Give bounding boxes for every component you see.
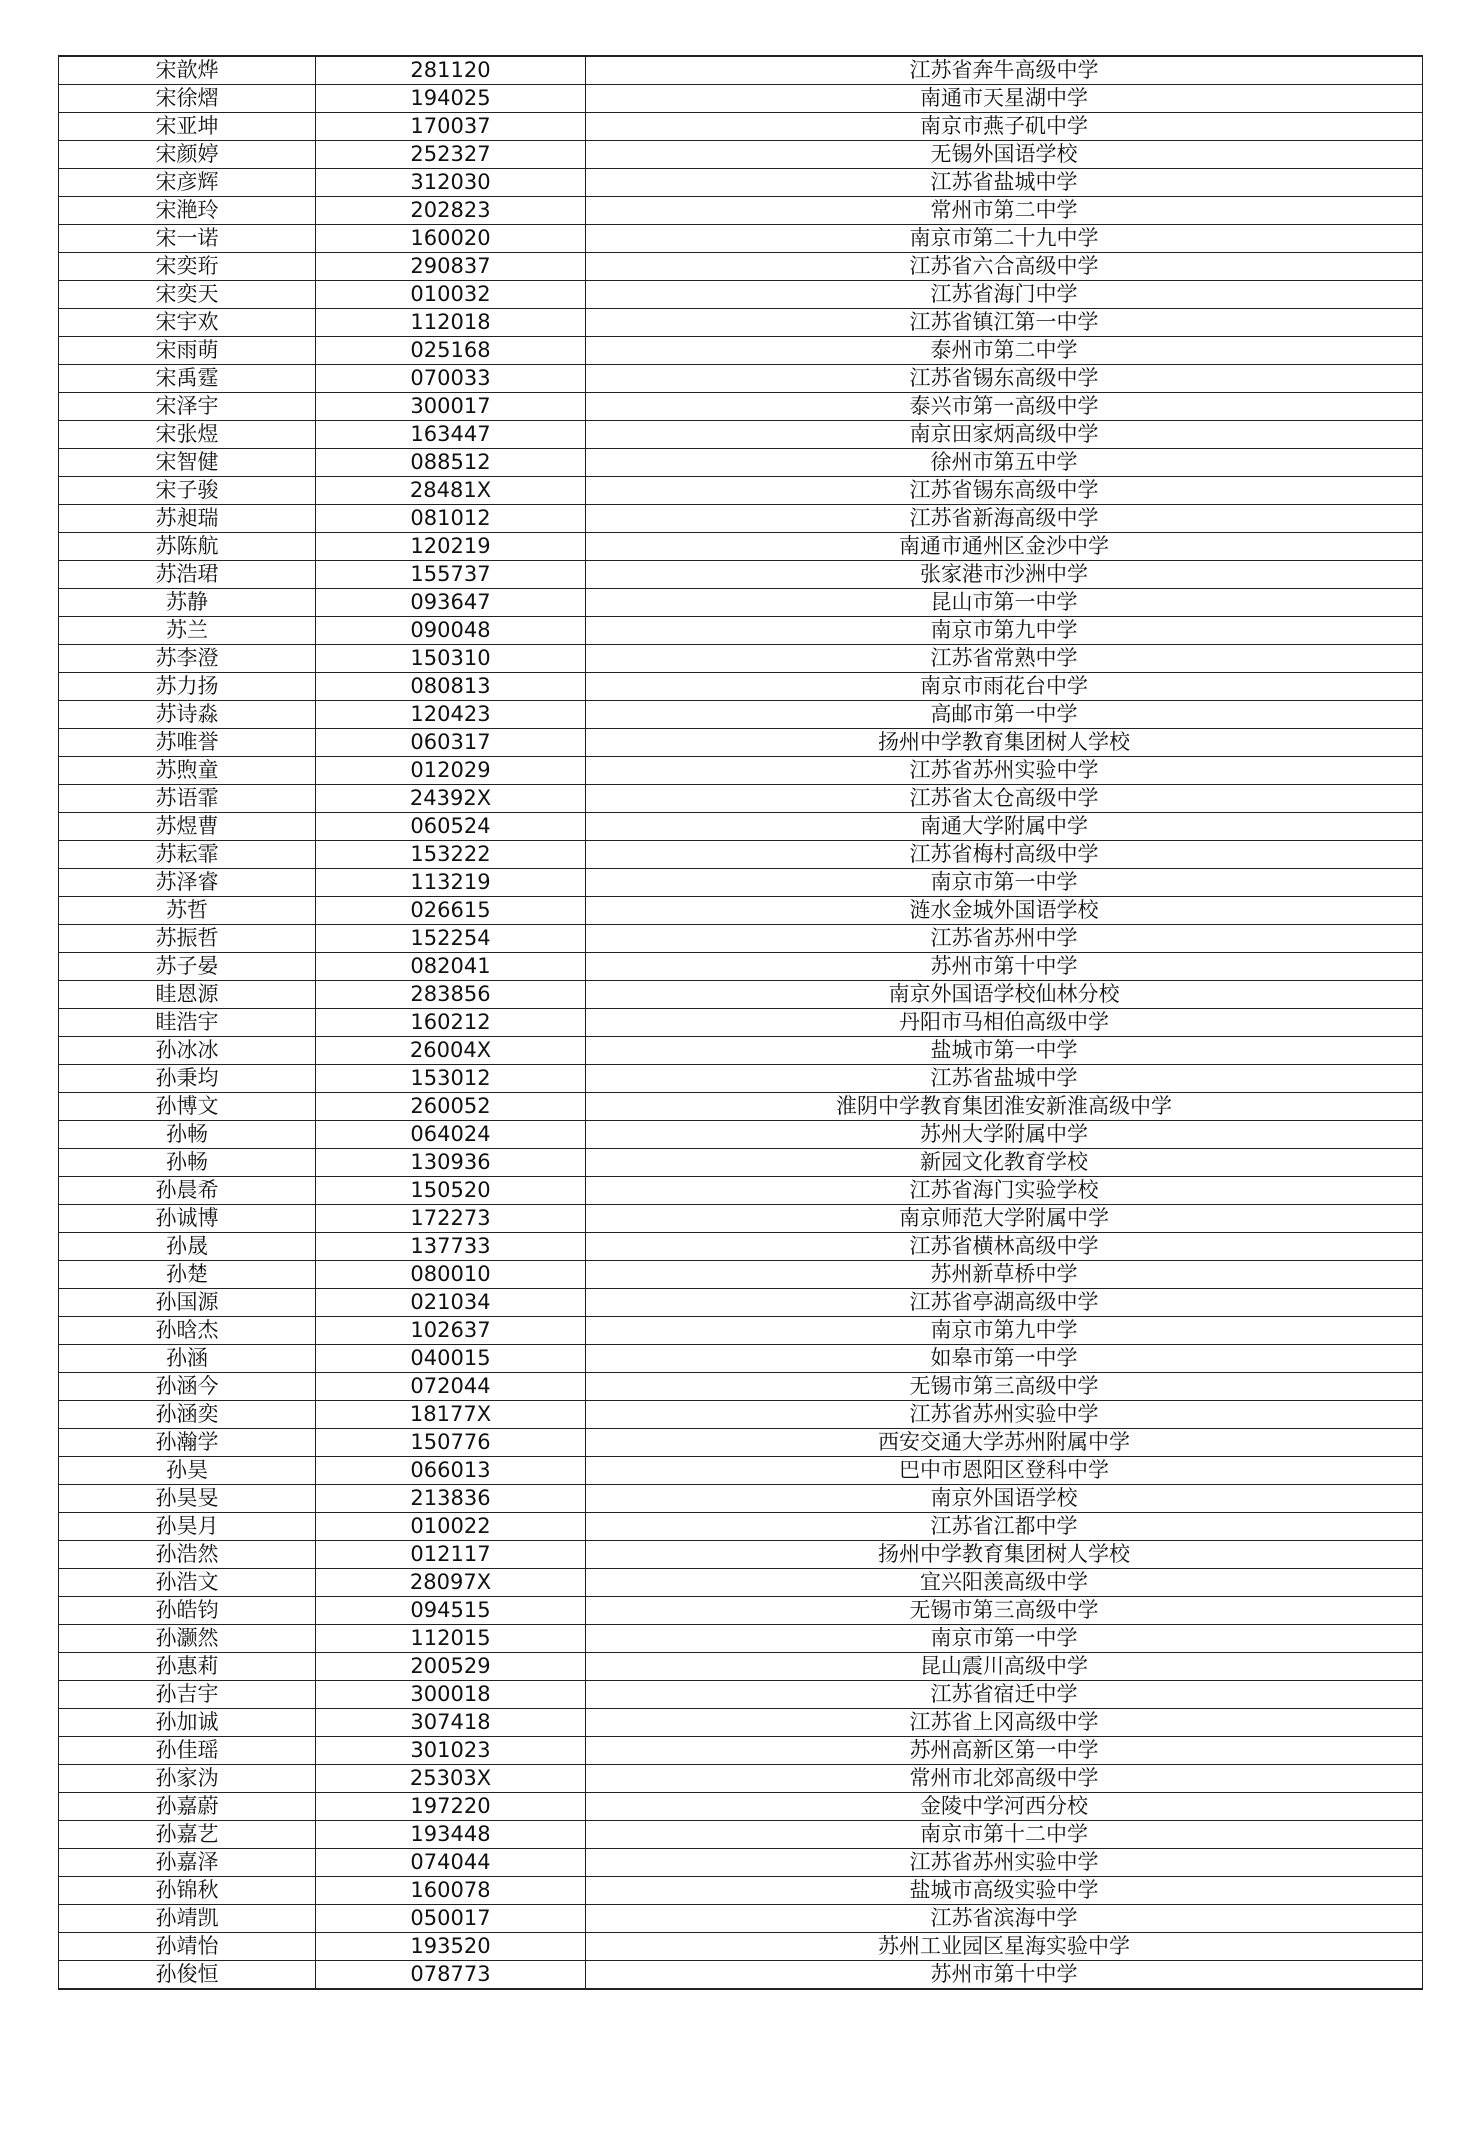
student-name-cell: 眭恩源 <box>59 981 316 1009</box>
school-name-cell: 南通大学附属中学 <box>586 813 1423 841</box>
table-row <box>59 897 1423 925</box>
table-row <box>59 1849 1423 1877</box>
school-name-cell: 苏州高新区第一中学 <box>586 1737 1423 1765</box>
student-id-cell: 260052 <box>316 1093 586 1121</box>
school-name-cell: 南京市第二十九中学 <box>586 225 1423 253</box>
school-name-cell: 江苏省常熟中学 <box>586 645 1423 673</box>
table-row <box>59 925 1423 953</box>
student-name-cell: 宋一诺 <box>59 225 316 253</box>
school-name-cell: 江苏省海门中学 <box>586 281 1423 309</box>
table-row <box>59 1625 1423 1653</box>
table-row <box>59 1457 1423 1485</box>
student-id-cell: 150776 <box>316 1429 586 1457</box>
student-id-cell: 28097X <box>316 1569 586 1597</box>
student-id-cell: 200529 <box>316 1653 586 1681</box>
student-name-cell: 孙俊恒 <box>59 1961 316 1990</box>
student-name-cell: 孙秉均 <box>59 1065 316 1093</box>
student-id-cell: 010032 <box>316 281 586 309</box>
school-name-cell: 无锡市第三高级中学 <box>586 1373 1423 1401</box>
student-name-cell: 宋滟玲 <box>59 197 316 225</box>
student-id-cell: 160078 <box>316 1877 586 1905</box>
student-name-cell: 孙家沩 <box>59 1765 316 1793</box>
student-id-cell: 193448 <box>316 1821 586 1849</box>
table-row <box>59 729 1423 757</box>
student-id-cell: 113219 <box>316 869 586 897</box>
student-id-cell: 088512 <box>316 449 586 477</box>
student-name-cell: 宋奕天 <box>59 281 316 309</box>
table-row <box>59 393 1423 421</box>
school-name-cell: 江苏省新海高级中学 <box>586 505 1423 533</box>
student-name-cell: 苏哲 <box>59 897 316 925</box>
student-name-cell: 苏煜曹 <box>59 813 316 841</box>
student-name-cell: 宋亚坤 <box>59 113 316 141</box>
student-id-cell: 120423 <box>316 701 586 729</box>
table-row <box>59 421 1423 449</box>
student-id-cell: 172273 <box>316 1205 586 1233</box>
student-name-cell: 宋雨萌 <box>59 337 316 365</box>
school-name-cell: 江苏省盐城中学 <box>586 169 1423 197</box>
student-id-cell: 130936 <box>316 1149 586 1177</box>
student-name-cell: 宋张煜 <box>59 421 316 449</box>
student-name-cell: 孙靖凯 <box>59 1905 316 1933</box>
student-id-cell: 213836 <box>316 1485 586 1513</box>
student-name-cell: 孙浩然 <box>59 1541 316 1569</box>
table-row <box>59 1121 1423 1149</box>
table-row <box>59 1317 1423 1345</box>
student-name-cell: 孙涵奕 <box>59 1401 316 1429</box>
student-name-cell: 孙浩文 <box>59 1569 316 1597</box>
student-id-cell: 021034 <box>316 1289 586 1317</box>
student-table-body <box>59 56 1423 1989</box>
table-row <box>59 1765 1423 1793</box>
table-row <box>59 1877 1423 1905</box>
school-name-cell: 南京市雨花台中学 <box>586 673 1423 701</box>
school-name-cell: 江苏省苏州实验中学 <box>586 1849 1423 1877</box>
student-id-cell: 025168 <box>316 337 586 365</box>
table-row <box>59 253 1423 281</box>
table-row <box>59 1961 1423 1990</box>
table-row <box>59 757 1423 785</box>
student-name-cell: 苏耘霏 <box>59 841 316 869</box>
school-name-cell: 常州市第二中学 <box>586 197 1423 225</box>
student-name-cell: 苏语霏 <box>59 785 316 813</box>
table-row <box>59 1149 1423 1177</box>
student-id-cell: 281120 <box>316 56 586 85</box>
student-name-cell: 孙嘉蔚 <box>59 1793 316 1821</box>
table-row <box>59 56 1423 85</box>
student-id-cell: 153222 <box>316 841 586 869</box>
student-id-cell: 18177X <box>316 1401 586 1429</box>
student-name-cell: 苏陈航 <box>59 533 316 561</box>
student-name-cell: 宋颜婷 <box>59 141 316 169</box>
table-row <box>59 169 1423 197</box>
table-row <box>59 1653 1423 1681</box>
table-row <box>59 1093 1423 1121</box>
table-row <box>59 1401 1423 1429</box>
student-id-cell: 153012 <box>316 1065 586 1093</box>
table-row <box>59 365 1423 393</box>
school-name-cell: 南京市第九中学 <box>586 1317 1423 1345</box>
student-id-cell: 152254 <box>316 925 586 953</box>
student-id-cell: 080010 <box>316 1261 586 1289</box>
student-id-cell: 160212 <box>316 1009 586 1037</box>
student-id-cell: 252327 <box>316 141 586 169</box>
school-name-cell: 江苏省宿迁中学 <box>586 1681 1423 1709</box>
school-name-cell: 江苏省锡东高级中学 <box>586 365 1423 393</box>
table-row <box>59 645 1423 673</box>
student-id-cell: 25303X <box>316 1765 586 1793</box>
table-row <box>59 561 1423 589</box>
table-row <box>59 477 1423 505</box>
student-id-cell: 078773 <box>316 1961 586 1990</box>
student-id-cell: 312030 <box>316 169 586 197</box>
student-name-cell: 苏煦童 <box>59 757 316 785</box>
school-name-cell: 南京市第一中学 <box>586 869 1423 897</box>
school-name-cell: 江苏省滨海中学 <box>586 1905 1423 1933</box>
school-name-cell: 南通市通州区金沙中学 <box>586 533 1423 561</box>
school-name-cell: 南京师范大学附属中学 <box>586 1205 1423 1233</box>
table-row <box>59 841 1423 869</box>
student-id-cell: 28481X <box>316 477 586 505</box>
student-id-cell: 080813 <box>316 673 586 701</box>
student-id-cell: 081012 <box>316 505 586 533</box>
student-name-cell: 苏静 <box>59 589 316 617</box>
table-row <box>59 113 1423 141</box>
student-id-cell: 202823 <box>316 197 586 225</box>
student-id-cell: 094515 <box>316 1597 586 1625</box>
school-name-cell: 苏州工业园区星海实验中学 <box>586 1933 1423 1961</box>
student-id-cell: 150310 <box>316 645 586 673</box>
student-name-cell: 苏唯誉 <box>59 729 316 757</box>
student-name-cell: 孙晨希 <box>59 1177 316 1205</box>
student-id-cell: 170037 <box>316 113 586 141</box>
school-name-cell: 徐州市第五中学 <box>586 449 1423 477</box>
student-name-cell: 孙灏然 <box>59 1625 316 1653</box>
school-name-cell: 江苏省锡东高级中学 <box>586 477 1423 505</box>
table-row <box>59 1429 1423 1457</box>
school-name-cell: 南京外国语学校 <box>586 1485 1423 1513</box>
student-id-cell: 102637 <box>316 1317 586 1345</box>
student-id-cell: 082041 <box>316 953 586 981</box>
student-id-cell: 194025 <box>316 85 586 113</box>
student-id-cell: 070033 <box>316 365 586 393</box>
student-name-cell: 苏浩珺 <box>59 561 316 589</box>
table-row <box>59 281 1423 309</box>
table-row <box>59 85 1423 113</box>
school-name-cell: 江苏省上冈高级中学 <box>586 1709 1423 1737</box>
student-id-cell: 300017 <box>316 393 586 421</box>
school-name-cell: 江苏省苏州实验中学 <box>586 757 1423 785</box>
student-id-cell: 066013 <box>316 1457 586 1485</box>
student-id-cell: 112018 <box>316 309 586 337</box>
table-row <box>59 1681 1423 1709</box>
student-id-cell: 090048 <box>316 617 586 645</box>
student-name-cell: 孙佳瑶 <box>59 1737 316 1765</box>
table-row <box>59 225 1423 253</box>
school-name-cell: 昆山市第一中学 <box>586 589 1423 617</box>
school-name-cell: 江苏省横林高级中学 <box>586 1233 1423 1261</box>
student-name-cell: 孙锦秋 <box>59 1877 316 1905</box>
school-name-cell: 南京外国语学校仙林分校 <box>586 981 1423 1009</box>
school-name-cell: 丹阳市马相伯高级中学 <box>586 1009 1423 1037</box>
student-name-cell: 苏力扬 <box>59 673 316 701</box>
student-id-cell: 064024 <box>316 1121 586 1149</box>
table-row <box>59 1905 1423 1933</box>
student-id-cell: 112015 <box>316 1625 586 1653</box>
school-name-cell: 盐城市高级实验中学 <box>586 1877 1423 1905</box>
table-row <box>59 197 1423 225</box>
school-name-cell: 江苏省苏州中学 <box>586 925 1423 953</box>
school-name-cell: 苏州市第十中学 <box>586 953 1423 981</box>
school-name-cell: 张家港市沙洲中学 <box>586 561 1423 589</box>
school-name-cell: 南京市第十二中学 <box>586 1821 1423 1849</box>
table-row <box>59 813 1423 841</box>
school-name-cell: 南京田家炳高级中学 <box>586 421 1423 449</box>
student-name-cell: 孙畅 <box>59 1149 316 1177</box>
student-name-cell: 苏昶瑞 <box>59 505 316 533</box>
table-row <box>59 1737 1423 1765</box>
student-name-cell: 孙嘉泽 <box>59 1849 316 1877</box>
student-id-cell: 155737 <box>316 561 586 589</box>
student-name-cell: 宋禹霆 <box>59 365 316 393</box>
student-id-cell: 26004X <box>316 1037 586 1065</box>
student-name-cell: 眭浩宇 <box>59 1009 316 1037</box>
table-row <box>59 1233 1423 1261</box>
student-table <box>58 55 1423 1990</box>
school-name-cell: 扬州中学教育集团树人学校 <box>586 729 1423 757</box>
student-name-cell: 宋彦辉 <box>59 169 316 197</box>
school-name-cell: 南京市燕子矶中学 <box>586 113 1423 141</box>
student-id-cell: 093647 <box>316 589 586 617</box>
table-row <box>59 953 1423 981</box>
table-row <box>59 1373 1423 1401</box>
student-id-cell: 072044 <box>316 1373 586 1401</box>
school-name-cell: 江苏省盐城中学 <box>586 1065 1423 1093</box>
student-name-cell: 宋歆烨 <box>59 56 316 85</box>
school-name-cell: 苏州大学附属中学 <box>586 1121 1423 1149</box>
school-name-cell: 无锡市第三高级中学 <box>586 1597 1423 1625</box>
school-name-cell: 江苏省梅村高级中学 <box>586 841 1423 869</box>
student-name-cell: 宋徐熠 <box>59 85 316 113</box>
table-row <box>59 1793 1423 1821</box>
student-name-cell: 孙皓钧 <box>59 1597 316 1625</box>
table-row <box>59 1205 1423 1233</box>
school-name-cell: 常州市北郊高级中学 <box>586 1765 1423 1793</box>
student-name-cell: 孙涵今 <box>59 1373 316 1401</box>
student-id-cell: 012029 <box>316 757 586 785</box>
school-name-cell: 江苏省太仓高级中学 <box>586 785 1423 813</box>
student-name-cell: 孙嘉艺 <box>59 1821 316 1849</box>
student-id-cell: 24392X <box>316 785 586 813</box>
table-row <box>59 673 1423 701</box>
student-id-cell: 074044 <box>316 1849 586 1877</box>
student-name-cell: 孙楚 <box>59 1261 316 1289</box>
student-name-cell: 宋奕珩 <box>59 253 316 281</box>
school-name-cell: 泰兴市第一高级中学 <box>586 393 1423 421</box>
table-row <box>59 1597 1423 1625</box>
school-name-cell: 泰州市第二中学 <box>586 337 1423 365</box>
table-row <box>59 617 1423 645</box>
student-name-cell: 孙瀚学 <box>59 1429 316 1457</box>
student-name-cell: 孙博文 <box>59 1093 316 1121</box>
school-name-cell: 金陵中学河西分校 <box>586 1793 1423 1821</box>
table-row <box>59 1541 1423 1569</box>
school-name-cell: 江苏省海门实验学校 <box>586 1177 1423 1205</box>
table-row <box>59 337 1423 365</box>
school-name-cell: 扬州中学教育集团树人学校 <box>586 1541 1423 1569</box>
table-row <box>59 1513 1423 1541</box>
school-name-cell: 西安交通大学苏州附属中学 <box>586 1429 1423 1457</box>
student-id-cell: 197220 <box>316 1793 586 1821</box>
school-name-cell: 如皋市第一中学 <box>586 1345 1423 1373</box>
table-row <box>59 869 1423 897</box>
student-id-cell: 060317 <box>316 729 586 757</box>
table-row <box>59 141 1423 169</box>
student-id-cell: 290837 <box>316 253 586 281</box>
student-name-cell: 孙靖怡 <box>59 1933 316 1961</box>
school-name-cell: 淮阴中学教育集团淮安新淮高级中学 <box>586 1093 1423 1121</box>
student-name-cell: 苏兰 <box>59 617 316 645</box>
student-name-cell: 宋宇欢 <box>59 309 316 337</box>
student-id-cell: 012117 <box>316 1541 586 1569</box>
student-id-cell: 193520 <box>316 1933 586 1961</box>
school-name-cell: 宜兴阳羡高级中学 <box>586 1569 1423 1597</box>
table-row <box>59 1709 1423 1737</box>
student-name-cell: 苏振哲 <box>59 925 316 953</box>
table-row <box>59 1037 1423 1065</box>
student-name-cell: 孙加诚 <box>59 1709 316 1737</box>
student-id-cell: 163447 <box>316 421 586 449</box>
table-row <box>59 1177 1423 1205</box>
student-id-cell: 010022 <box>316 1513 586 1541</box>
school-name-cell: 新园文化教育学校 <box>586 1149 1423 1177</box>
student-name-cell: 孙惠莉 <box>59 1653 316 1681</box>
student-name-cell: 孙冰冰 <box>59 1037 316 1065</box>
school-name-cell: 江苏省镇江第一中学 <box>586 309 1423 337</box>
table-row <box>59 1485 1423 1513</box>
table-row <box>59 1289 1423 1317</box>
student-id-cell: 137733 <box>316 1233 586 1261</box>
school-name-cell: 高邮市第一中学 <box>586 701 1423 729</box>
student-name-cell: 孙国源 <box>59 1289 316 1317</box>
school-name-cell: 昆山震川高级中学 <box>586 1653 1423 1681</box>
school-name-cell: 南通市天星湖中学 <box>586 85 1423 113</box>
table-row <box>59 449 1423 477</box>
table-row <box>59 309 1423 337</box>
school-name-cell: 江苏省六合高级中学 <box>586 253 1423 281</box>
student-id-cell: 300018 <box>316 1681 586 1709</box>
school-name-cell: 江苏省亭湖高级中学 <box>586 1289 1423 1317</box>
student-id-cell: 301023 <box>316 1737 586 1765</box>
table-row <box>59 505 1423 533</box>
student-id-cell: 307418 <box>316 1709 586 1737</box>
table-row <box>59 701 1423 729</box>
table-row <box>59 1261 1423 1289</box>
student-id-cell: 160020 <box>316 225 586 253</box>
table-row <box>59 1345 1423 1373</box>
table-row <box>59 1009 1423 1037</box>
student-id-cell: 026615 <box>316 897 586 925</box>
table-row <box>59 1933 1423 1961</box>
student-name-cell: 孙晟 <box>59 1233 316 1261</box>
student-name-cell: 孙昊月 <box>59 1513 316 1541</box>
school-name-cell: 涟水金城外国语学校 <box>586 897 1423 925</box>
student-name-cell: 孙畅 <box>59 1121 316 1149</box>
student-id-cell: 060524 <box>316 813 586 841</box>
student-name-cell: 宋泽宇 <box>59 393 316 421</box>
table-row <box>59 1569 1423 1597</box>
student-id-cell: 150520 <box>316 1177 586 1205</box>
student-id-cell: 120219 <box>316 533 586 561</box>
school-name-cell: 江苏省江都中学 <box>586 1513 1423 1541</box>
school-name-cell: 南京市第九中学 <box>586 617 1423 645</box>
student-id-cell: 283856 <box>316 981 586 1009</box>
student-name-cell: 孙诚博 <box>59 1205 316 1233</box>
table-row <box>59 533 1423 561</box>
student-name-cell: 宋子骏 <box>59 477 316 505</box>
student-name-cell: 苏李澄 <box>59 645 316 673</box>
table-row <box>59 981 1423 1009</box>
table-row <box>59 785 1423 813</box>
student-name-cell: 孙昊 <box>59 1457 316 1485</box>
student-name-cell: 苏诗淼 <box>59 701 316 729</box>
student-name-cell: 孙昊旻 <box>59 1485 316 1513</box>
student-name-cell: 孙晗杰 <box>59 1317 316 1345</box>
school-name-cell: 盐城市第一中学 <box>586 1037 1423 1065</box>
student-name-cell: 宋智健 <box>59 449 316 477</box>
student-name-cell: 孙吉宇 <box>59 1681 316 1709</box>
table-row <box>59 1065 1423 1093</box>
student-id-cell: 050017 <box>316 1905 586 1933</box>
table-row <box>59 1821 1423 1849</box>
school-name-cell: 江苏省苏州实验中学 <box>586 1401 1423 1429</box>
school-name-cell: 南京市第一中学 <box>586 1625 1423 1653</box>
school-name-cell: 巴中市恩阳区登科中学 <box>586 1457 1423 1485</box>
student-id-cell: 040015 <box>316 1345 586 1373</box>
school-name-cell: 苏州市第十中学 <box>586 1961 1423 1990</box>
school-name-cell: 苏州新草桥中学 <box>586 1261 1423 1289</box>
student-name-cell: 苏子晏 <box>59 953 316 981</box>
student-name-cell: 孙涵 <box>59 1345 316 1373</box>
school-name-cell: 江苏省奔牛高级中学 <box>586 56 1423 85</box>
student-name-cell: 苏泽睿 <box>59 869 316 897</box>
table-row <box>59 589 1423 617</box>
school-name-cell: 无锡外国语学校 <box>586 141 1423 169</box>
